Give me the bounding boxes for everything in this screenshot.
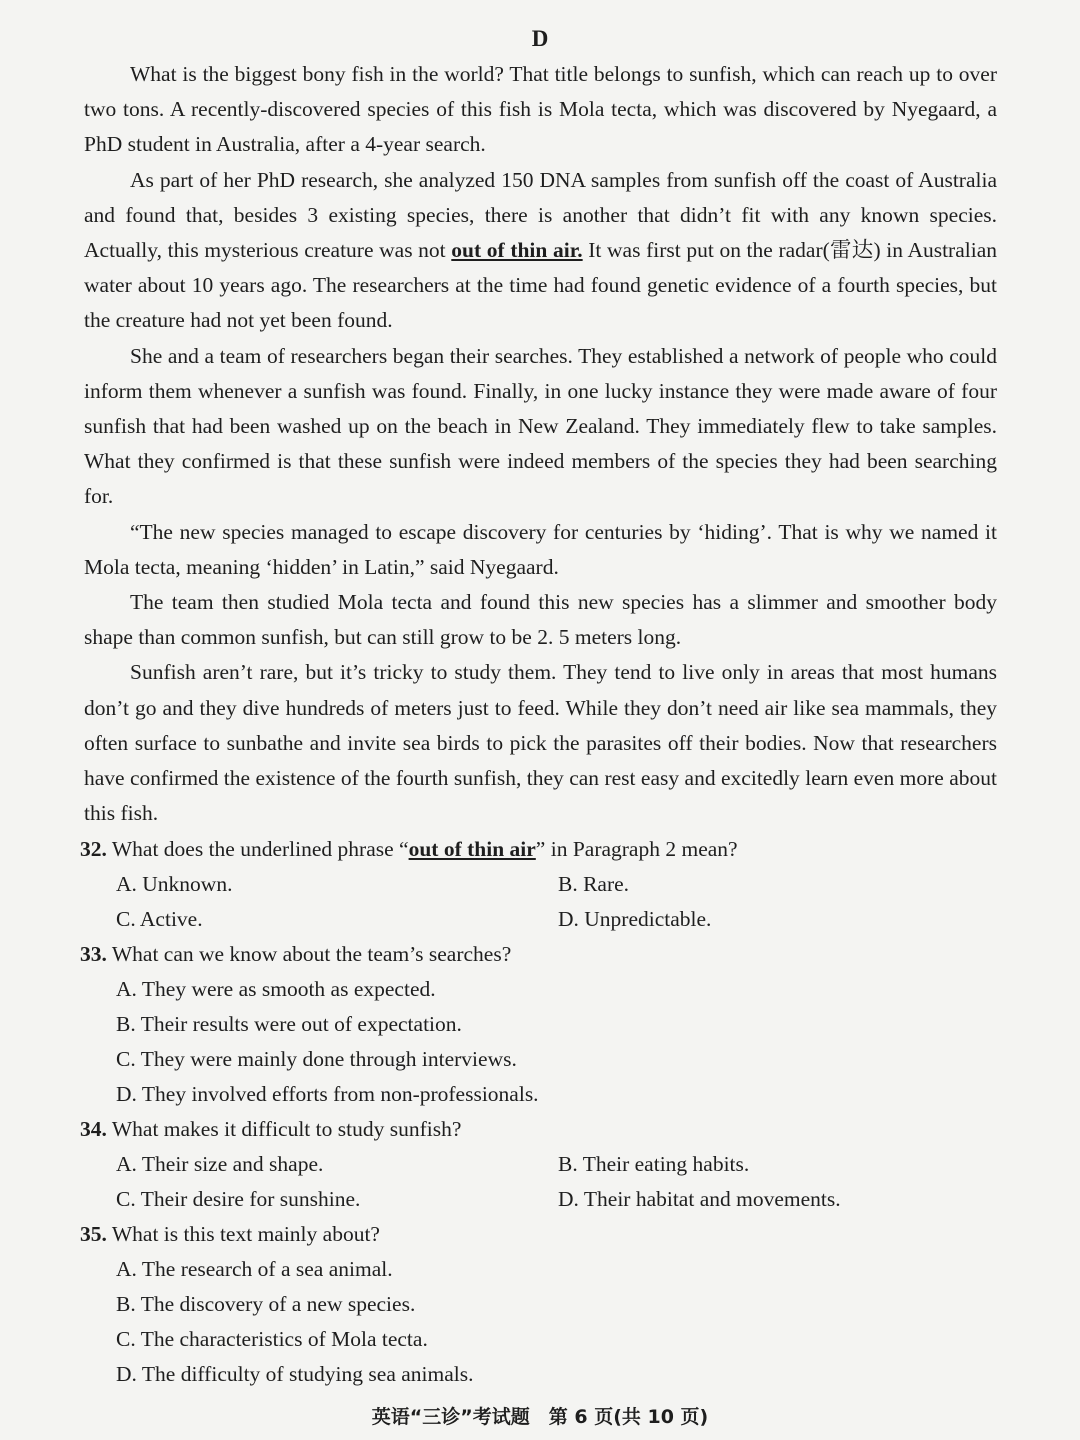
option-b: B. Rare. (558, 872, 630, 896)
question-number: 32. (80, 837, 107, 861)
option-d: D. The difficulty of studying sea animals. (116, 1362, 474, 1386)
paragraph-1: What is the biggest bony fish in the world? That title belongs to sunfish, which can reach up to over two tons. A recently-discovered species of this fish is Mola tecta, which was discovered by Nyegaard, a PhD student in Australia, after a 4-year search. (84, 62, 997, 157)
option-c: C. Their desire for sunshine. (116, 1187, 361, 1211)
question-text: What is this text mainly about? (106, 1222, 380, 1246)
paragraph-2-before: As part of her PhD research, she analyzed 150 DNA samples from sunfish off the coast of Australia and found that, besides 3 existing species, there is another that didn’t fit with any known species. Actually, this mysterious creature was not (84, 167, 997, 263)
question-stem (80, 1217, 997, 1252)
option-c: C. They were mainly done through interviews. (116, 1047, 517, 1071)
options (116, 972, 997, 1112)
option-b: B. Their results were out of expectation. (116, 1012, 462, 1036)
question-stem (80, 1112, 997, 1147)
question-number: 35. (80, 1222, 107, 1246)
question-number: 34. (80, 1117, 107, 1141)
underlined-phrase-ref: out of thin air (408, 837, 536, 861)
paragraph-2 (84, 163, 997, 339)
paragraph-4: “The new species managed to escape discovery for centuries by ‘hiding’. That is why we named it Mola tecta, meaning ‘hidden’ in Latin,” said Nyegaard. (84, 519, 997, 579)
question-list (80, 832, 997, 1392)
reading-passage (84, 57, 997, 831)
option-b: B. Their eating habits. (558, 1152, 750, 1176)
paragraph-3: She and a team of researchers began their searches. They established a network of people who could inform them whenever a sunfish was found. Finally, in one lucky instance they were made aware of four sunfish that had been washed up on the beach in New Zealand. They immediately flew to take samples. What they confirmed is that these sunfish were indeed members of the species they had been searching for. (84, 343, 997, 509)
question-33 (80, 937, 997, 1112)
question-35 (80, 1217, 997, 1392)
option-a: A. The research of a sea animal. (116, 1257, 393, 1281)
option-a: A. They were as smooth as expected. (116, 977, 436, 1001)
paragraph-5: The team then studied Mola tecta and found this new species has a slimmer and smoother body shape than common sunfish, but can still grow to be 2. 5 meters long. (84, 590, 997, 650)
option-a: A. Their size and shape. (116, 1152, 324, 1176)
page-footer: 英语“三诊”考试题 第 6 页(共 10 页) (371, 1406, 709, 1428)
question-number: 33. (80, 942, 107, 966)
option-d: D. They involved efforts from non-professionals. (116, 1082, 539, 1106)
paragraph-6: Sunfish aren’t rare, but it’s tricky to study them. They tend to live only in areas that most humans don’t go and they dive hundreds of meters just to feed. While they don’t need air like sea mammals, they often surface to sunbathe and invite sea birds to pick the parasites off their bodies. Now that researchers have confirmed the existence of the fourth sunfish, they can rest easy and excitedly learn even more about this fish. (84, 660, 997, 826)
question-text: What makes it difficult to study sunfish? (106, 1117, 462, 1141)
paragraph-2-after: It was first put on the radar(雷达) in Australian water about 10 years ago. The researchers at the time had found genetic evidence of a fourth species, but the creature had not yet been found. (84, 238, 997, 333)
option-c: C. Active. (116, 907, 203, 931)
option-d: D. Unpredictable. (558, 907, 712, 931)
option-a: A. Unknown. (116, 872, 233, 896)
question-text: What can we know about the team’s searches? (106, 942, 512, 966)
question-text: What does the underlined phrase “ (106, 837, 409, 861)
underlined-phrase: out of thin air. (451, 238, 583, 263)
options (116, 1252, 997, 1392)
question-stem (80, 832, 997, 867)
option-c: C. The characteristics of Mola tecta. (116, 1327, 428, 1351)
section-letter: D (531, 26, 549, 51)
question-stem (80, 937, 997, 972)
options (116, 867, 997, 937)
question-32 (80, 832, 997, 937)
question-34 (80, 1112, 997, 1217)
question-text-end: ” in Paragraph 2 mean? (535, 837, 738, 861)
option-b: B. The discovery of a new species. (116, 1292, 416, 1316)
options (116, 1147, 997, 1217)
option-d: D. Their habitat and movements. (558, 1187, 841, 1211)
